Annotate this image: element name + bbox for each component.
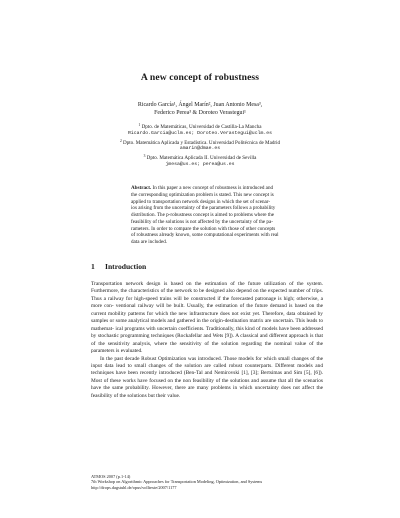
body-text — [91, 281, 323, 400]
text-line: all the scenarios have the same probability. However, there are many problems in — [91, 377, 323, 392]
affiliation-marker: 2 — [119, 138, 122, 143]
text-line: called robust counterparts. Different models and techniques have been recently — [91, 362, 323, 377]
page-footer — [91, 474, 323, 490]
text-line: evaluated. — [120, 348, 143, 355]
abstract-line: applied to transportation network designs in which the set of scenar- — [131, 198, 271, 205]
affiliation-marker: 1 — [138, 123, 141, 127]
affiliation — [0, 124, 400, 131]
footer-line: ATMOS 2007 (p.1-14) — [91, 474, 131, 479]
author-list — [0, 101, 400, 118]
paper-title: A new concept of robustness — [140, 72, 260, 83]
affiliation-marker: 3 — [143, 154, 146, 159]
affiliation-emails: jmesa@us.es; perea@us.es — [165, 161, 235, 167]
abstract-label: Abstract. — [131, 185, 152, 191]
abstract — [131, 185, 308, 246]
abstract-line: the corresponding optimization problem is stated. This new concept is — [131, 191, 274, 198]
text-line: been addressed by stochastic programming techniques (Rockafellar and Wets — [91, 325, 324, 340]
text-line: the sensitivity of the solution regarding the nominal value of the parameters is — [91, 340, 323, 355]
text-line: Transportation network design is based on the estimation of the future utilization — [91, 281, 286, 287]
footer-line: 7th Workshop on Algorithmic Approaches for Transportation Modeling, Optimization, and Systems — [91, 479, 263, 485]
text-line: will be constructed if the forecasted patronage is high; otherwise, a more con- — [91, 295, 323, 310]
abstract-line: ios arising from the uncertainty of the parameters follows a probability — [131, 205, 276, 212]
paragraph — [91, 356, 323, 401]
text-line: of the system. Furthermore, the characteristics of the network to be designed also — [91, 281, 323, 295]
text-line: which uncertainty does not affect the feasibility of the solutions but their value. — [91, 385, 324, 399]
affiliation-emails: amarin@dmae.es — [179, 146, 221, 152]
author-line: Federico Perea³ & Doroteo Verastegui¹ — [154, 110, 246, 117]
section-heading — [91, 262, 146, 271]
author-line: Ricardo García¹, Ángel Marín², Juan Antonio Mesa³, — [137, 102, 263, 108]
affiliation-institution: Dpto. Matemática Aplicada y Estadística. Universidad Politécnica de Madrid — [123, 139, 281, 146]
text-line: exist yet. Therefore, data obtained by samples or some analytical models and — [91, 310, 323, 325]
section-number: 1 — [91, 262, 95, 271]
footer-line: http://drops.dagstuhl.de/opus/volltexte/2007/1177 — [91, 484, 177, 490]
text-line: ical programs with uncertain coefficients. Traditionally, this kind of models have — [115, 325, 289, 332]
text-line: based on the current mobility patterns for which the new infrastructure does not — [91, 303, 324, 317]
affiliation-institution: Dpto. de Matemáticas, Universidad de Castilla-La Mancha — [141, 124, 262, 130]
section-title: Introduction — [105, 262, 147, 271]
abstract-line: rameters. In order to compare the solution with those of other concepts — [131, 225, 276, 232]
affiliation-institution: Dpto. Matemática Aplicada II. Universidad de Sevilla — [146, 155, 257, 162]
abstract-line: feasibility of the solutions is not affected by the uncertainty of the pa- — [131, 218, 273, 225]
affiliation-emails: Ricardo.Garcia@uclm.es; Doroteo.Verastegui@uclm.es — [128, 130, 272, 136]
text-line: gathered in the origin-destination matrix are uncertain. This leads to mathemat- — [91, 318, 323, 332]
text-line: [9]). A classical and different approach is that of the sensitivity analysis, where — [91, 333, 323, 347]
text-line: In the past decade Robust Optimization was introduced. Those models for — [100, 355, 262, 362]
text-line: these works have focused on the non feasibility of the solutions and assume that — [109, 377, 287, 384]
affiliations — [0, 124, 400, 168]
abstract-line — [131, 185, 308, 192]
affiliation — [0, 155, 400, 162]
text-line: introduced (Ben-Tal and Nemirovski [1], [3]; Bertsimas and Sim [5], [6]). Most of — [91, 370, 323, 384]
abstract-line: of robustness already known, some computational experiments with real — [131, 232, 279, 239]
abstract-line: data are included. — [131, 239, 168, 245]
paragraph — [91, 281, 323, 356]
text-line: which small changes of the input data lead to small changes of the solution are — [91, 355, 324, 369]
abstract-text: In this paper a new concept of robustness is introduced and — [152, 185, 274, 191]
text-line: depend on the expected number of trips. Thus a railway for high-speed trains — [91, 288, 324, 302]
abstract-line: distribution. The p-robustness concept is aimed to problems where the — [131, 212, 275, 218]
text-line: ventional railway will be built. Usually, the estimation of the future demand is — [115, 303, 293, 310]
